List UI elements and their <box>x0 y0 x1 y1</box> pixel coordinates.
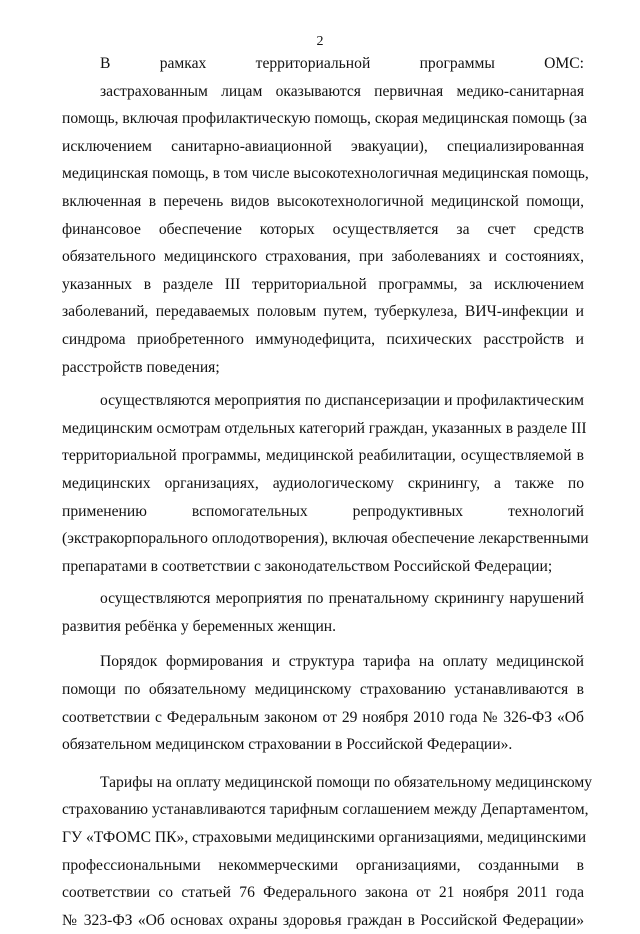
document-body <box>62 50 593 934</box>
text-line: ГУ «ТФОМС ПК», страховыми медицинскими организациями, медицинскими <box>62 829 587 847</box>
text-line: территориальной программы, медицинской реабилитации, осуществляемой в <box>62 447 584 465</box>
text-line: (экстракорпорального оплодотворения), включая обеспечение лекарственными <box>62 530 589 548</box>
text-line: синдрома приобретенного иммунодефицита, психических расстройств и <box>62 330 584 348</box>
paragraph <box>62 78 589 382</box>
text-line: помощи по обязательному медицинскому страхованию устанавливаются в <box>62 681 584 699</box>
text-line: применению вспомогательных репродуктивных технологий <box>62 502 584 520</box>
text-line: помощь, включая профилактическую помощь, скорая медицинская помощь (за <box>62 110 588 128</box>
text-line: развития ребёнка у беременных женщин. <box>62 617 337 635</box>
text-line: застрахованным лицам оказываются первичная медико-санитарная <box>100 82 584 100</box>
text-line: расстройств поведения; <box>62 358 220 376</box>
text-line: профессиональными некоммерческими организациями, созданными в <box>62 856 584 874</box>
text-line: Тарифы на оплату медицинской помощи по обязательному медицинскому <box>100 773 593 791</box>
text-line: исключением санитарно-авиационной эвакуации), специализированная <box>62 137 584 155</box>
text-line: обязательном медицинском страховании в Российской Федерации». <box>62 736 513 754</box>
text-line: заболеваний, передаваемых половым путем, туберкулеза, ВИЧ-инфекции и <box>62 303 584 321</box>
text-line: Порядок формирования и структура тарифа на оплату медицинской <box>100 653 584 671</box>
text-line: финансовое обеспечение которых осуществляется за счет средств <box>62 220 584 238</box>
text-line: медицинская помощь, в том числе высокотехнологичная медицинская помощь, <box>62 165 589 183</box>
text-line: медицинским осмотрам отдельных категорий граждан, указанных в разделе III <box>62 419 587 437</box>
text-line: В рамках территориальной программы ОМС: <box>100 55 584 72</box>
text-line: включенная в перечень видов высокотехнологичной медицинской помощи, <box>62 192 584 210</box>
text-line: осуществляются мероприятия по пренатальному скринингу нарушений <box>100 590 584 608</box>
text-line: осуществляются мероприятия по диспансеризации и профилактическим <box>100 392 584 410</box>
text-line: страхованию устанавливаются тарифным соглашением между Департаментом, <box>62 801 589 819</box>
paragraph <box>62 769 593 934</box>
text-line: медицинских организациях, аудиологическому скринингу, а также по <box>62 474 584 492</box>
page-number: 2 <box>316 34 324 49</box>
text-line: соответствии со статьей 76 Федерального закона от 21 ноября 2011 года <box>62 884 584 902</box>
text-line: указанных в разделе III территориальной программы, за исключением <box>62 275 584 293</box>
text-line: препаратами в соответствии с законодательством Российской Федерации; <box>62 557 553 575</box>
paragraph <box>62 50 584 78</box>
paragraph <box>62 648 584 758</box>
text-line: обязательного медицинского страхования, при заболеваниях и состояниях, <box>62 248 584 266</box>
text-line: № 323-ФЗ «Об основах охраны здоровья граждан в Российской Федерации» <box>62 911 584 929</box>
text-line: соответствии с Федеральным законом от 29 ноября 2010 года № 326-ФЗ «Об <box>62 708 584 726</box>
paragraph <box>62 585 584 640</box>
paragraph <box>62 387 589 580</box>
